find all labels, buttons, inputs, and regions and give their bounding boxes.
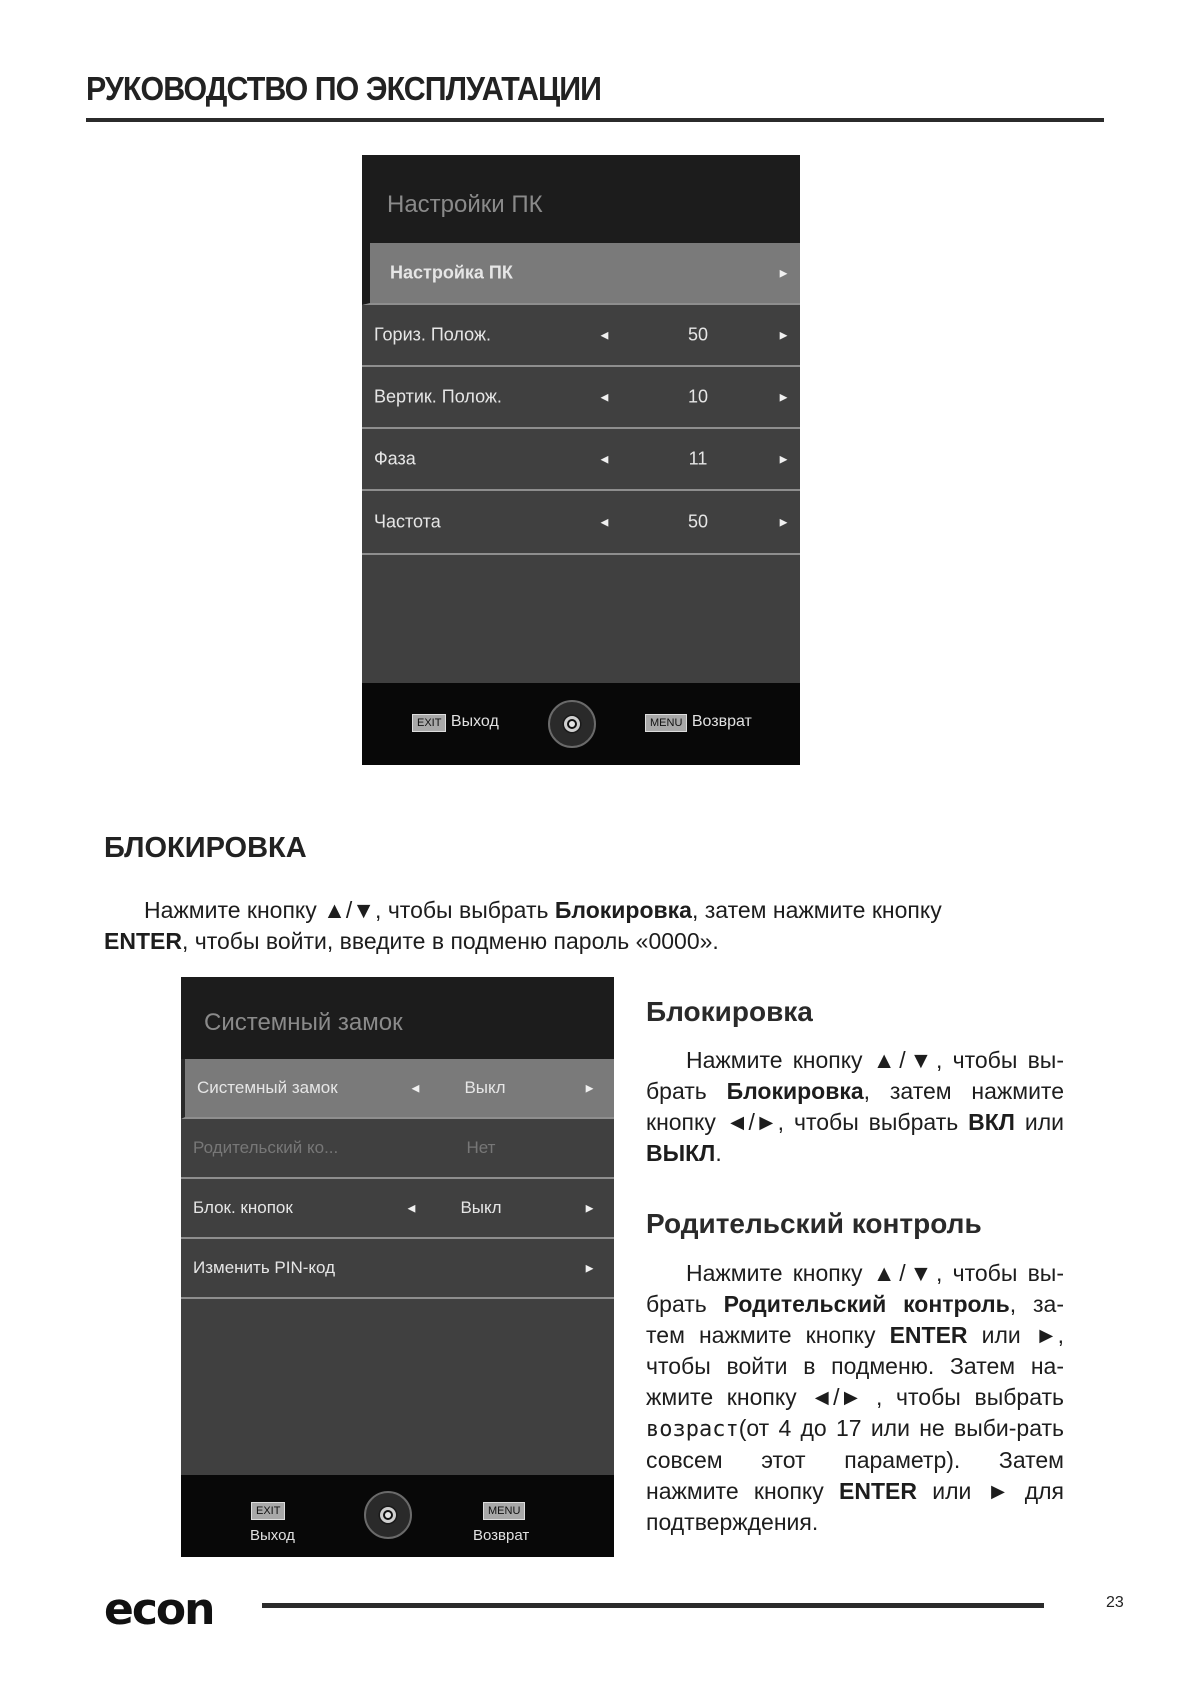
arrow-right-icon: ►	[777, 327, 790, 343]
menu-row-h-position[interactable]	[362, 305, 800, 367]
menu-row-value: 50	[687, 324, 709, 345]
exit-key-icon: EXIT	[412, 714, 446, 732]
menu-row-value: 11	[688, 448, 708, 469]
menu-header	[362, 155, 800, 243]
menu-row-pc-setup[interactable]	[362, 243, 800, 305]
menu-row-phase[interactable]	[362, 429, 800, 491]
arrow-right-icon: ►	[777, 451, 790, 467]
exit-hint	[412, 713, 499, 732]
menu-label: Возврат	[473, 1527, 530, 1544]
system-lock-menu-screenshot	[181, 977, 614, 1557]
dpad-icon	[548, 700, 596, 748]
arrow-right-icon: ►	[583, 1080, 596, 1096]
menu-row-label: Настройка ПК	[390, 262, 513, 283]
menu-row-label: Гориз. Полож.	[374, 324, 491, 345]
menu-row-label: Фаза	[374, 448, 416, 469]
menu-row-label: Частота	[374, 511, 441, 532]
arrow-left-icon: ◄	[598, 327, 611, 343]
arrow-left-icon: ◄	[405, 1200, 418, 1216]
parental-description-paragraph: Нажмите кнопку ▲/▼, чтобы вы-брать Родительский контроль, за-тем нажмите кнопку ENTER или ►, чтобы войти в подменю. Затем на-жмите кнопку ◄/► , чтобы выбрать возраст(от 4 до 17 или не выби-рать совсем этот параметр). Затем нажмите кнопку ENTER или ► для подтверждения.	[646, 1260, 1064, 1535]
menu-row-value: Выкл	[464, 1078, 506, 1097]
menu-header	[181, 977, 614, 1059]
arrow-right-icon: ►	[777, 389, 790, 405]
menu-row-change-pin[interactable]	[181, 1239, 614, 1299]
arrow-right-icon: ►	[777, 265, 790, 281]
subheading-lock: Блокировка	[646, 996, 813, 1027]
menu-row-value: 10	[687, 386, 709, 407]
menu-row-value: Нет	[466, 1138, 496, 1157]
arrow-left-icon: ◄	[598, 389, 611, 405]
menu-label: Возврат	[691, 713, 752, 730]
arrow-right-icon: ►	[583, 1260, 596, 1276]
menu-row-parental-control[interactable]	[181, 1119, 614, 1179]
menu-row-label: Родительский ко...	[193, 1138, 339, 1157]
menu-row-frequency[interactable]	[362, 491, 800, 555]
menu-row-label: Блок. кнопок	[193, 1198, 293, 1217]
menu-row-value: 50	[687, 511, 709, 532]
menu-footer	[362, 683, 800, 765]
menu-key-icon: MENU	[483, 1502, 525, 1520]
title-divider	[86, 118, 1104, 122]
exit-label: Выход	[450, 713, 499, 730]
menu-row-value: Выкл	[460, 1198, 502, 1217]
menu-row-v-position[interactable]	[362, 367, 800, 429]
arrow-left-icon: ◄	[598, 451, 611, 467]
page-title: РУКОВОДСТВО ПО ЭКСПЛУАТАЦИИ	[86, 70, 602, 107]
footer-divider	[262, 1603, 1044, 1608]
section-heading-lock: БЛОКИРОВКА	[104, 832, 307, 864]
arrow-right-icon: ►	[777, 514, 790, 530]
menu-hint	[645, 713, 752, 732]
menu-row-label: Изменить PIN-код	[193, 1258, 336, 1277]
pc-settings-menu-screenshot	[362, 155, 800, 765]
subheading-parental-control: Родительский контроль	[646, 1208, 982, 1239]
exit-label: Выход	[250, 1527, 295, 1544]
menu-title: Настройки ПК	[387, 191, 543, 218]
page-number: 23	[1106, 1594, 1124, 1611]
dpad-icon	[364, 1491, 412, 1539]
menu-row-key-lock[interactable]	[181, 1179, 614, 1239]
arrow-left-icon: ◄	[409, 1080, 422, 1096]
menu-row-label: Системный замок	[197, 1078, 338, 1097]
menu-key-icon: MENU	[645, 714, 687, 732]
menu-footer	[181, 1475, 614, 1557]
econ-logo: econ	[104, 1584, 214, 1635]
arrow-right-icon: ►	[583, 1200, 596, 1216]
lock-description-paragraph: Нажмите кнопку ▲/▼, чтобы вы-брать Блокировка, затем нажмите кнопку ◄/►, чтобы выбрать ВКЛ или ВЫКЛ.	[646, 1047, 1064, 1166]
arrow-left-icon: ◄	[598, 514, 611, 530]
menu-row-system-lock[interactable]	[181, 1059, 614, 1119]
menu-title: Системный замок	[204, 1009, 403, 1036]
lock-intro-paragraph: Нажмите кнопку ▲/▼, чтобы выбрать Блокировка, затем нажмите кнопку ENTER, чтобы войти, введите в подменю пароль «0000».	[104, 897, 942, 954]
menu-row-label: Вертик. Полож.	[374, 386, 502, 407]
exit-key-icon: EXIT	[251, 1502, 285, 1520]
